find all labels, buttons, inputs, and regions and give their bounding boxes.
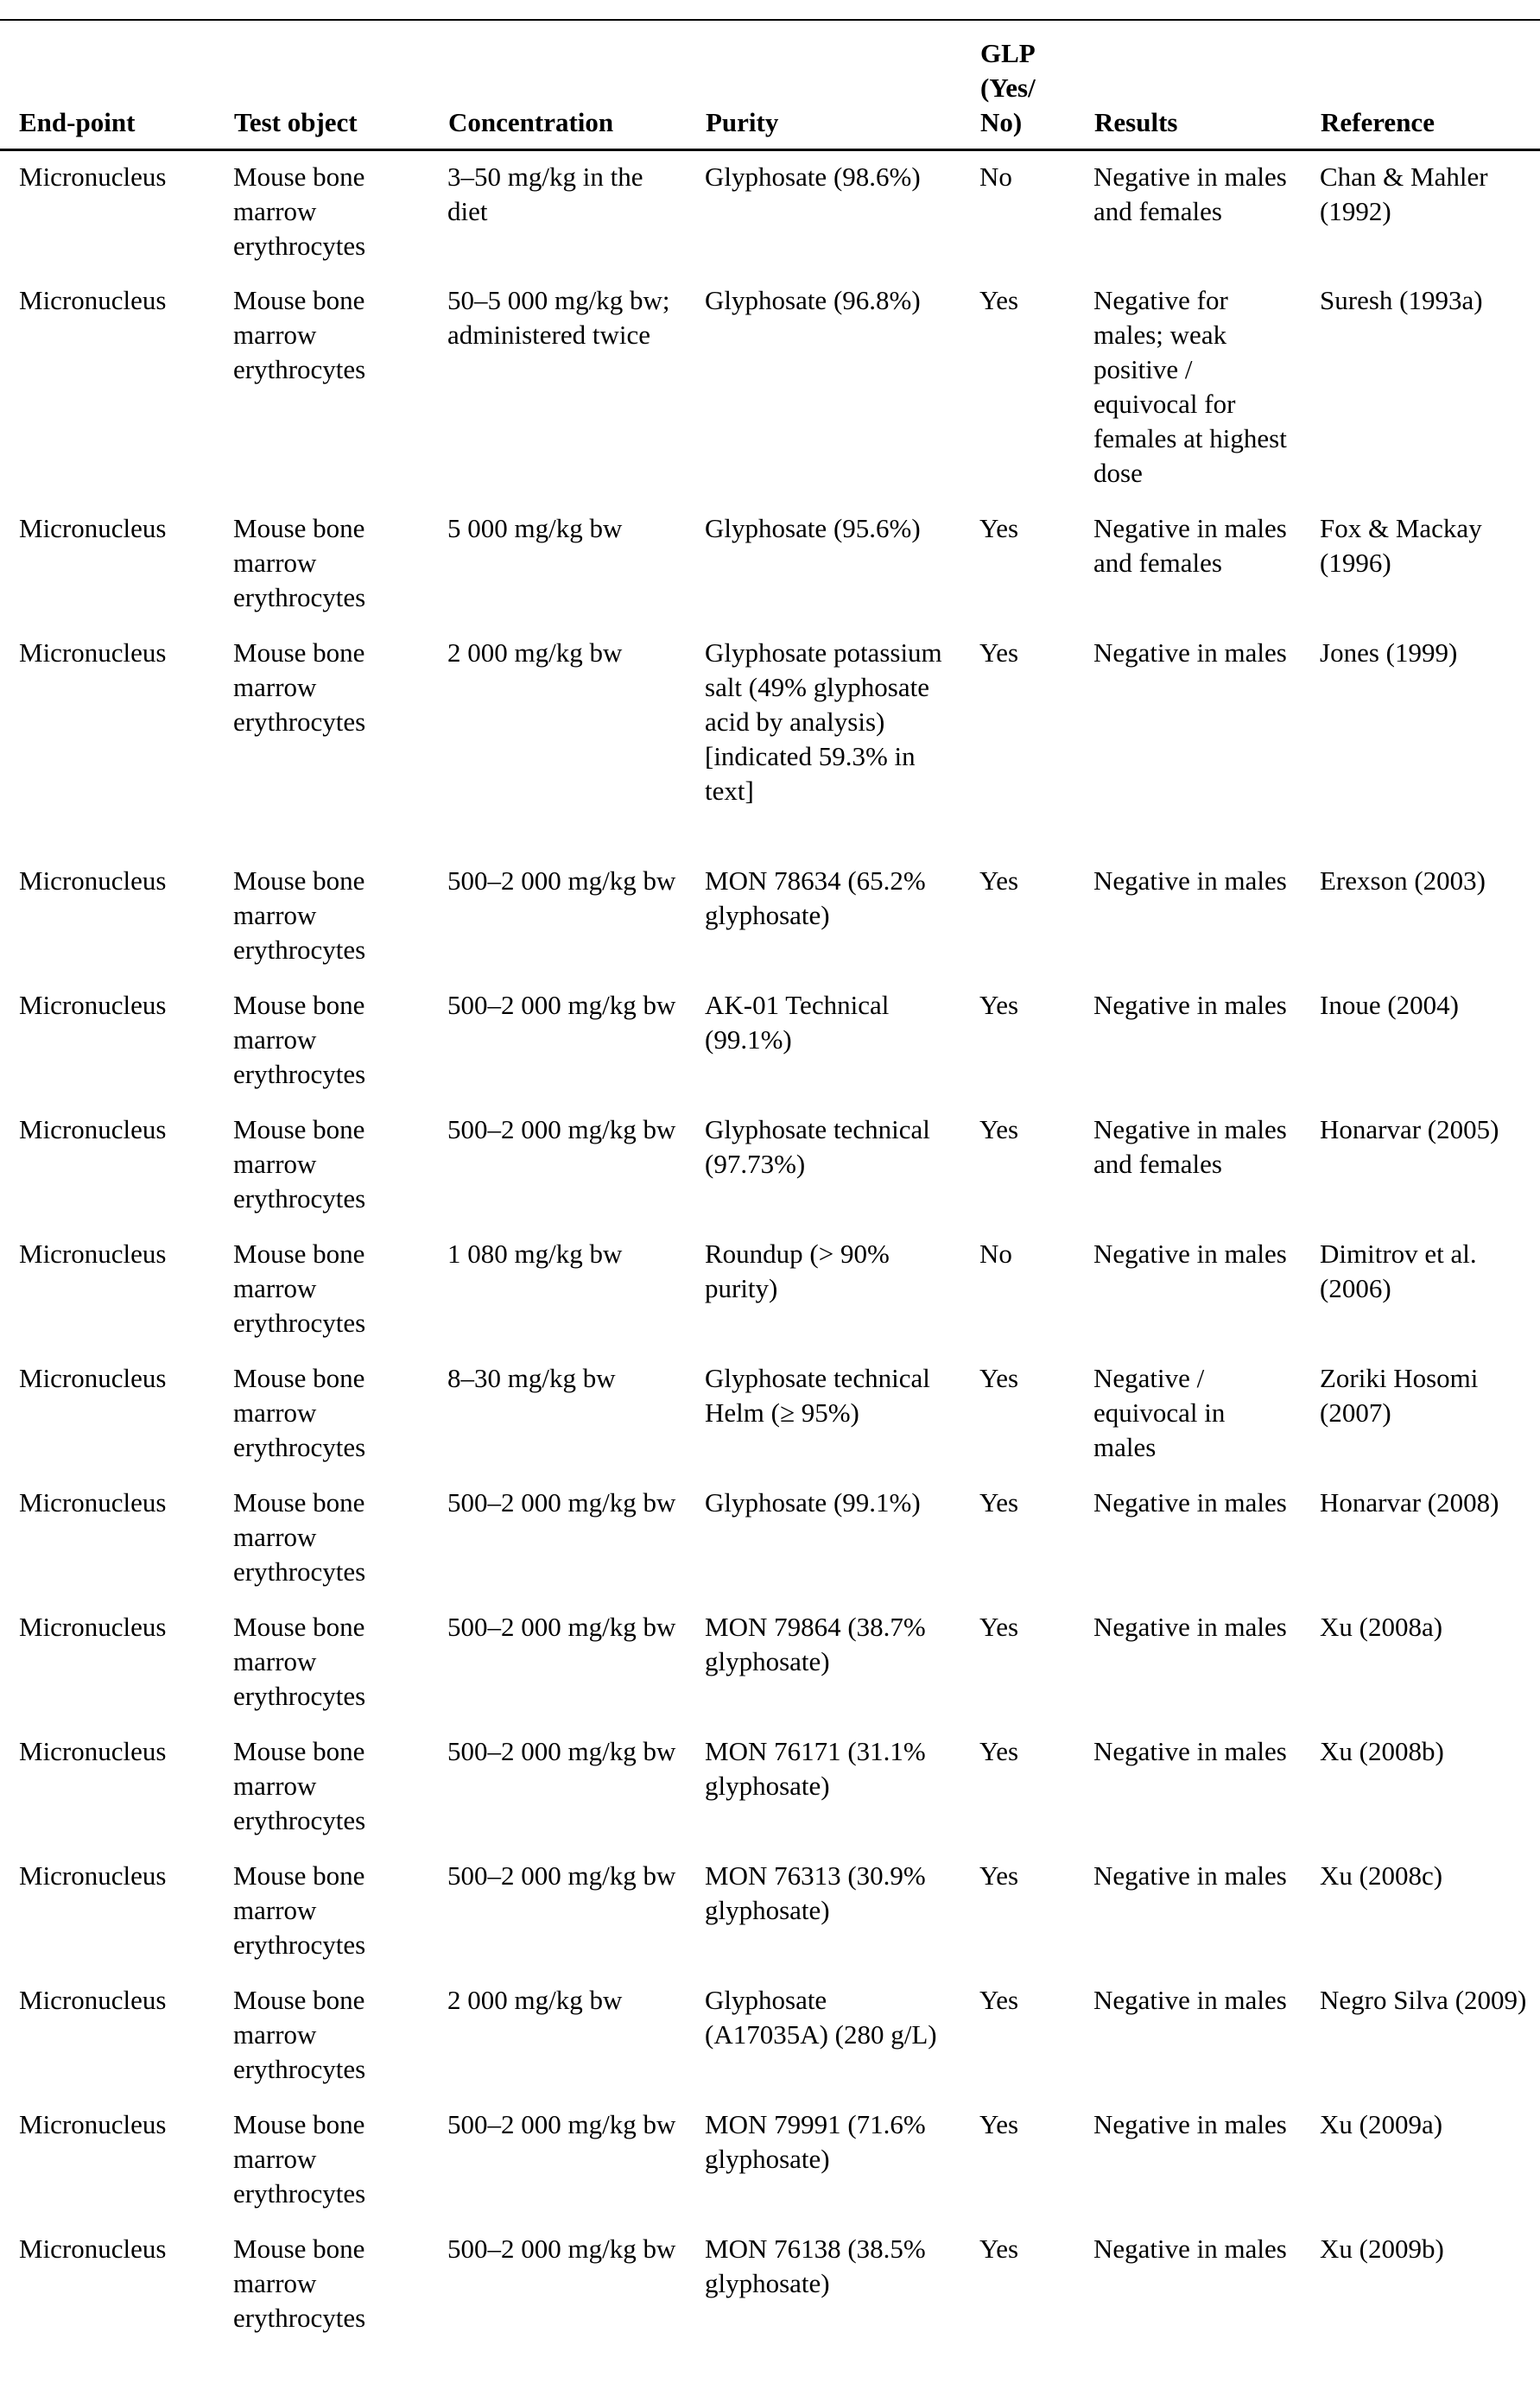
cell-concentration: 1 080 mg/kg bw bbox=[447, 1238, 623, 1269]
cell-purity: Glyphosate (96.8%) bbox=[705, 284, 921, 315]
cell-purity: Glyphosate technical (97.73%) bbox=[705, 1113, 930, 1179]
cell-results: Negative in males bbox=[1093, 1238, 1287, 1269]
cell-test-object: Mouse bone marrow erythrocytes bbox=[233, 2108, 366, 2208]
cell-concentration: 2 000 mg/kg bw bbox=[447, 637, 623, 668]
cell-test-object: Mouse bone marrow erythrocytes bbox=[233, 1611, 366, 1711]
table-row bbox=[0, 503, 1540, 627]
table-row bbox=[0, 1477, 1540, 1601]
cell-test-object: Mouse bone marrow erythrocytes bbox=[233, 865, 366, 965]
cell-concentration: 500–2 000 mg/kg bw bbox=[447, 989, 676, 1020]
cell-reference: Chan & Mahler (1992) bbox=[1320, 162, 1488, 226]
cell-reference: Zoriki Hosomi (2007) bbox=[1320, 1362, 1479, 1428]
cell-concentration: 2 000 mg/kg bw bbox=[447, 1984, 623, 2015]
header-test-object: Test object bbox=[214, 20, 428, 150]
cell-results: Negative in males and females bbox=[1093, 1113, 1287, 1179]
cell-reference: Jones (1999) bbox=[1320, 637, 1458, 668]
cell-reference: Honarvar (2005) bbox=[1320, 1113, 1499, 1144]
cell-concentration: 500–2 000 mg/kg bw bbox=[447, 2108, 676, 2139]
cell-glp: Yes bbox=[979, 512, 1019, 543]
cell-test-object: Mouse bone marrow erythrocytes bbox=[233, 512, 366, 612]
cell-concentration: 50–5 000 mg/kg bw; administered twice bbox=[447, 284, 670, 350]
cell-purity: Glyphosate (A17035A) (280 g/L) bbox=[705, 1984, 937, 2050]
cell-glp: Yes bbox=[979, 2108, 1019, 2139]
cell-end-point: Micronucleus bbox=[19, 1611, 167, 1642]
cell-concentration: 500–2 000 mg/kg bw bbox=[447, 1735, 676, 1766]
table-row bbox=[0, 1228, 1540, 1353]
cell-reference: Dimitrov et al. (2006) bbox=[1320, 1238, 1477, 1303]
header-purity: Purity bbox=[686, 20, 960, 150]
cell-glp: Yes bbox=[979, 1860, 1019, 1891]
table-row bbox=[0, 1974, 1540, 2099]
cell-concentration: 5 000 mg/kg bw bbox=[447, 512, 623, 543]
cell-reference: Inoue (2004) bbox=[1320, 989, 1459, 1020]
cell-end-point: Micronucleus bbox=[19, 1735, 167, 1766]
cell-purity: Glyphosate (98.6%) bbox=[705, 162, 921, 192]
cell-concentration: 500–2 000 mg/kg bw bbox=[447, 1113, 676, 1144]
cell-test-object: Mouse bone marrow erythrocytes bbox=[233, 1860, 366, 1960]
table-row bbox=[0, 1353, 1540, 1477]
header-glp: GLP (Yes/ No) bbox=[960, 20, 1074, 150]
cell-concentration: 500–2 000 mg/kg bw bbox=[447, 1486, 676, 1518]
cell-results: Negative in males bbox=[1093, 1984, 1287, 2015]
cell-end-point: Micronucleus bbox=[19, 284, 167, 315]
table-row bbox=[0, 150, 1540, 275]
cell-concentration: 500–2 000 mg/kg bw bbox=[447, 1860, 676, 1891]
cell-end-point: Micronucleus bbox=[19, 989, 167, 1020]
cell-reference: Xu (2009b) bbox=[1320, 2233, 1444, 2264]
cell-glp: Yes bbox=[979, 637, 1019, 668]
cell-purity: MON 76313 (30.9% glyphosate) bbox=[705, 1860, 926, 1925]
header-concentration: Concentration bbox=[428, 20, 686, 150]
cell-results: Negative in males bbox=[1093, 1735, 1287, 1766]
cell-end-point: Micronucleus bbox=[19, 512, 167, 543]
cell-test-object: Mouse bone marrow erythrocytes bbox=[233, 284, 366, 384]
table-row bbox=[0, 2223, 1540, 2348]
table-header bbox=[0, 20, 1540, 150]
cell-purity: Glyphosate technical Helm (≥ 95%) bbox=[705, 1362, 930, 1428]
cell-results: Negative in males and females bbox=[1093, 162, 1287, 226]
cell-purity: MON 79864 (38.7% glyphosate) bbox=[705, 1611, 926, 1676]
cell-glp: No bbox=[979, 1238, 1012, 1269]
cell-end-point: Micronucleus bbox=[19, 2233, 167, 2264]
table-row bbox=[0, 855, 1540, 979]
header-end-point: End-point bbox=[0, 20, 214, 150]
cell-reference: Xu (2008c) bbox=[1320, 1860, 1443, 1891]
cell-results: Negative in males and females bbox=[1093, 512, 1287, 578]
cell-glp: Yes bbox=[979, 1611, 1019, 1642]
cell-test-object: Mouse bone marrow erythrocytes bbox=[233, 2233, 366, 2333]
table-row bbox=[0, 275, 1540, 503]
cell-end-point: Micronucleus bbox=[19, 1238, 167, 1269]
cell-test-object: Mouse bone marrow erythrocytes bbox=[233, 989, 366, 1089]
cell-reference: Xu (2008a) bbox=[1320, 1611, 1443, 1642]
cell-glp: Yes bbox=[979, 1113, 1019, 1144]
genotoxicity-table bbox=[0, 19, 1540, 2348]
cell-test-object: Mouse bone marrow erythrocytes bbox=[233, 1735, 366, 1835]
cell-end-point: Micronucleus bbox=[19, 1113, 167, 1144]
cell-end-point: Micronucleus bbox=[19, 2108, 167, 2139]
cell-glp: Yes bbox=[979, 2233, 1019, 2264]
cell-purity: MON 76171 (31.1% glyphosate) bbox=[705, 1735, 926, 1801]
header-reference: Reference bbox=[1301, 20, 1540, 150]
cell-end-point: Micronucleus bbox=[19, 1362, 167, 1393]
cell-purity: MON 79991 (71.6% glyphosate) bbox=[705, 2108, 926, 2174]
cell-glp: Yes bbox=[979, 1486, 1019, 1518]
cell-test-object: Mouse bone marrow erythrocytes bbox=[233, 162, 366, 261]
cell-concentration: 500–2 000 mg/kg bw bbox=[447, 1611, 676, 1642]
cell-test-object: Mouse bone marrow erythrocytes bbox=[233, 1113, 366, 1214]
cell-reference: Honarvar (2008) bbox=[1320, 1486, 1499, 1518]
table-row bbox=[0, 1726, 1540, 1850]
cell-glp: Yes bbox=[979, 1362, 1019, 1393]
header-results: Results bbox=[1074, 20, 1301, 150]
cell-end-point: Micronucleus bbox=[19, 1486, 167, 1518]
cell-results: Negative in males bbox=[1093, 1611, 1287, 1642]
cell-glp: No bbox=[979, 162, 1012, 192]
cell-results: Negative in males bbox=[1093, 865, 1287, 896]
cell-concentration: 3–50 mg/kg in the diet bbox=[447, 162, 643, 226]
cell-results: Negative in males bbox=[1093, 1860, 1287, 1891]
table-row bbox=[0, 627, 1540, 855]
cell-concentration: 8–30 mg/kg bw bbox=[447, 1362, 616, 1393]
cell-reference: Xu (2009a) bbox=[1320, 2108, 1443, 2139]
cell-concentration: 500–2 000 mg/kg bw bbox=[447, 2233, 676, 2264]
table-row bbox=[0, 1601, 1540, 1726]
cell-purity: MON 78634 (65.2% glyphosate) bbox=[705, 865, 926, 930]
cell-reference: Xu (2008b) bbox=[1320, 1735, 1444, 1766]
cell-end-point: Micronucleus bbox=[19, 1984, 167, 2015]
cell-purity: Glyphosate (99.1%) bbox=[705, 1486, 921, 1518]
cell-purity: MON 76138 (38.5% glyphosate) bbox=[705, 2233, 926, 2298]
cell-reference: Suresh (1993a) bbox=[1320, 284, 1483, 315]
cell-glp: Yes bbox=[979, 1735, 1019, 1766]
cell-test-object: Mouse bone marrow erythrocytes bbox=[233, 637, 366, 737]
cell-results: Negative in males bbox=[1093, 1486, 1287, 1518]
cell-test-object: Mouse bone marrow erythrocytes bbox=[233, 1238, 366, 1338]
cell-end-point: Micronucleus bbox=[19, 162, 167, 192]
cell-purity: Glyphosate (95.6%) bbox=[705, 512, 921, 543]
cell-reference: Fox & Mackay (1996) bbox=[1320, 512, 1482, 578]
table-row bbox=[0, 1850, 1540, 1974]
cell-test-object: Mouse bone marrow erythrocytes bbox=[233, 1984, 366, 2084]
cell-reference: Negro Silva (2009) bbox=[1320, 1984, 1527, 2015]
cell-results: Negative / equivocal in males bbox=[1093, 1362, 1226, 1462]
cell-end-point: Micronucleus bbox=[19, 865, 167, 896]
table-body bbox=[0, 150, 1540, 2348]
cell-concentration: 500–2 000 mg/kg bw bbox=[447, 865, 676, 896]
header-row bbox=[0, 20, 1540, 150]
cell-purity: Glyphosate potassium salt (49% glyphosate acid by analysis) [indicated 59.3% in text] bbox=[705, 637, 942, 806]
cell-test-object: Mouse bone marrow erythrocytes bbox=[233, 1486, 366, 1587]
cell-purity: Roundup (> 90% purity) bbox=[705, 1238, 890, 1303]
cell-glp: Yes bbox=[979, 989, 1019, 1020]
cell-end-point: Micronucleus bbox=[19, 637, 167, 668]
cell-glp: Yes bbox=[979, 284, 1019, 315]
cell-purity: AK-01 Technical (99.1%) bbox=[705, 989, 890, 1055]
cell-results: Negative in males bbox=[1093, 2233, 1287, 2264]
cell-test-object: Mouse bone marrow erythrocytes bbox=[233, 1362, 366, 1462]
cell-end-point: Micronucleus bbox=[19, 1860, 167, 1891]
cell-glp: Yes bbox=[979, 865, 1019, 896]
cell-results: Negative for males; weak positive / equivocal for females at highest dose bbox=[1093, 284, 1287, 488]
cell-results: Negative in males bbox=[1093, 637, 1287, 668]
cell-results: Negative in males bbox=[1093, 989, 1287, 1020]
table-row bbox=[0, 2099, 1540, 2223]
cell-reference: Erexson (2003) bbox=[1320, 865, 1486, 896]
table-row bbox=[0, 1104, 1540, 1228]
table-row bbox=[0, 979, 1540, 1104]
cell-results: Negative in males bbox=[1093, 2108, 1287, 2139]
cell-glp: Yes bbox=[979, 1984, 1019, 2015]
